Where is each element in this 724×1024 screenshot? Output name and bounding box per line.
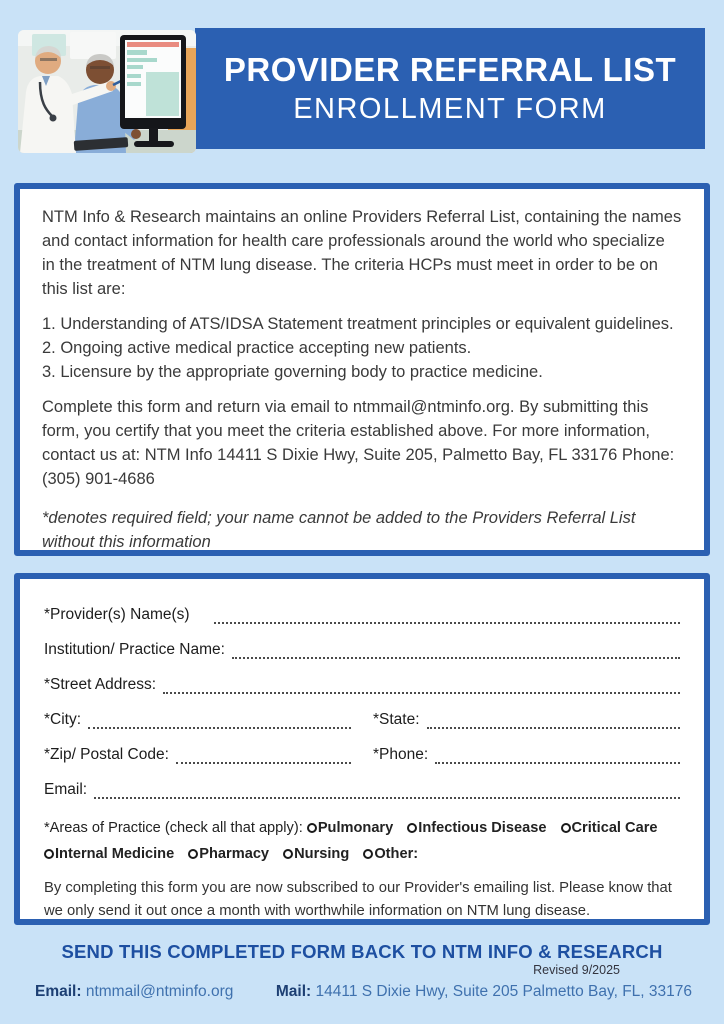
footer-email-label: Email: — [35, 983, 82, 1000]
city-label: *City: — [44, 711, 82, 728]
criteria-item: 2. Ongoing active medical practice accepting new patients. — [42, 339, 472, 357]
form-box — [14, 573, 710, 925]
area-option-nursing[interactable]: Nursing — [283, 846, 349, 862]
area-option-internal-medicine[interactable]: Internal Medicine — [44, 846, 174, 862]
footer-email-value: ntmmail@ntminfo.org — [85, 983, 234, 1000]
subscription-note: By completing this form you are now subscribed to our Provider's emailing list. Please know that we only send it out once a month with worthwhile information on NTM lung disease. — [44, 880, 672, 919]
provider-name-row — [44, 603, 680, 624]
email-row — [44, 778, 680, 799]
page-subtitle: ENROLLMENT FORM — [293, 93, 607, 125]
header-banner — [195, 28, 705, 149]
radio-circle-icon[interactable] — [44, 849, 54, 859]
criteria-list — [42, 312, 682, 384]
radio-circle-icon[interactable] — [283, 849, 293, 859]
zip-field[interactable] — [176, 743, 351, 764]
radio-circle-icon[interactable] — [307, 823, 317, 833]
criteria-item: 3. Licensure by the appropriate governing body to practice medicine. — [42, 363, 543, 381]
areas-label: *Areas of Practice (check all that apply): — [44, 820, 303, 836]
footer-heading: SEND THIS COMPLETED FORM BACK TO NTM INFO & RESEARCH — [61, 941, 663, 962]
provider-name-label: *Provider(s) Name(s) — [44, 606, 190, 623]
footer-mail-value: 14411 S Dixie Hwy, Suite 205 Palmetto Bay, FL, 33176 — [315, 983, 692, 1000]
city-field[interactable] — [88, 708, 351, 729]
institution-label: Institution/ Practice Name: — [44, 641, 225, 658]
institution-row — [44, 638, 680, 659]
phone-field[interactable] — [435, 743, 680, 764]
areas-of-practice — [44, 815, 680, 867]
institution-field[interactable] — [232, 638, 680, 659]
footer-mail-label: Mail: — [275, 983, 312, 1000]
phone-label: *Phone: — [373, 746, 429, 763]
criteria-item: 1. Understanding of ATS/IDSA Statement treatment principles or equivalent guidelines. — [42, 315, 674, 333]
footer-contact — [35, 983, 692, 1001]
state-label: *State: — [373, 711, 420, 728]
intro-paragraph-1: NTM Info & Research maintains an online Providers Referral List, containing the names and contact information for health care professionals around the world who specialize in the treatment of NTM lung disease. The criteria HCPs must meet in order to be on this list are: — [42, 208, 682, 298]
radio-circle-icon[interactable] — [407, 823, 417, 833]
city-state-row — [44, 708, 680, 729]
zip-phone-row — [44, 743, 680, 764]
footer-mail — [276, 983, 692, 1001]
radio-circle-icon[interactable] — [188, 849, 198, 859]
state-field[interactable] — [427, 708, 680, 729]
email-field[interactable] — [94, 778, 680, 799]
doctor-patient-photo — [18, 30, 196, 153]
provider-name-field[interactable] — [214, 603, 680, 624]
page-title: PROVIDER REFERRAL LIST — [223, 51, 677, 88]
intro-paragraph-2: Complete this form and return via email to ntmmail@ntminfo.org. By submitting this form, you certify that you meet the criteria established above. For more information, contact us at: NTM Info 14411 S Dixie Hwy, Suite 205, Palmetto Bay, FL 33176 Phone: (305) 901-4686 — [42, 398, 675, 488]
revision-date: Revised 9/2025 — [533, 963, 620, 977]
radio-circle-icon[interactable] — [561, 823, 571, 833]
doctor-patient-illustration — [18, 30, 196, 153]
email-label: Email: — [44, 781, 88, 798]
area-option-other[interactable]: Other: — [363, 846, 418, 862]
intro-box — [14, 183, 710, 556]
street-address-field[interactable] — [163, 673, 680, 694]
footer-email — [35, 983, 233, 1001]
required-field-note: *denotes required field; your name cannot be added to the Providers Referral List without this information — [42, 509, 636, 551]
zip-label: *Zip/ Postal Code: — [44, 746, 169, 763]
area-option-critical-care[interactable]: Critical Care — [561, 820, 658, 836]
street-address-label: *Street Address: — [44, 676, 157, 693]
radio-circle-icon[interactable] — [363, 849, 373, 859]
street-address-row — [44, 673, 680, 694]
area-option-infectious-disease[interactable]: Infectious Disease — [407, 820, 546, 836]
area-option-pharmacy[interactable]: Pharmacy — [188, 846, 269, 862]
area-option-pulmonary[interactable]: Pulmonary — [307, 820, 393, 836]
